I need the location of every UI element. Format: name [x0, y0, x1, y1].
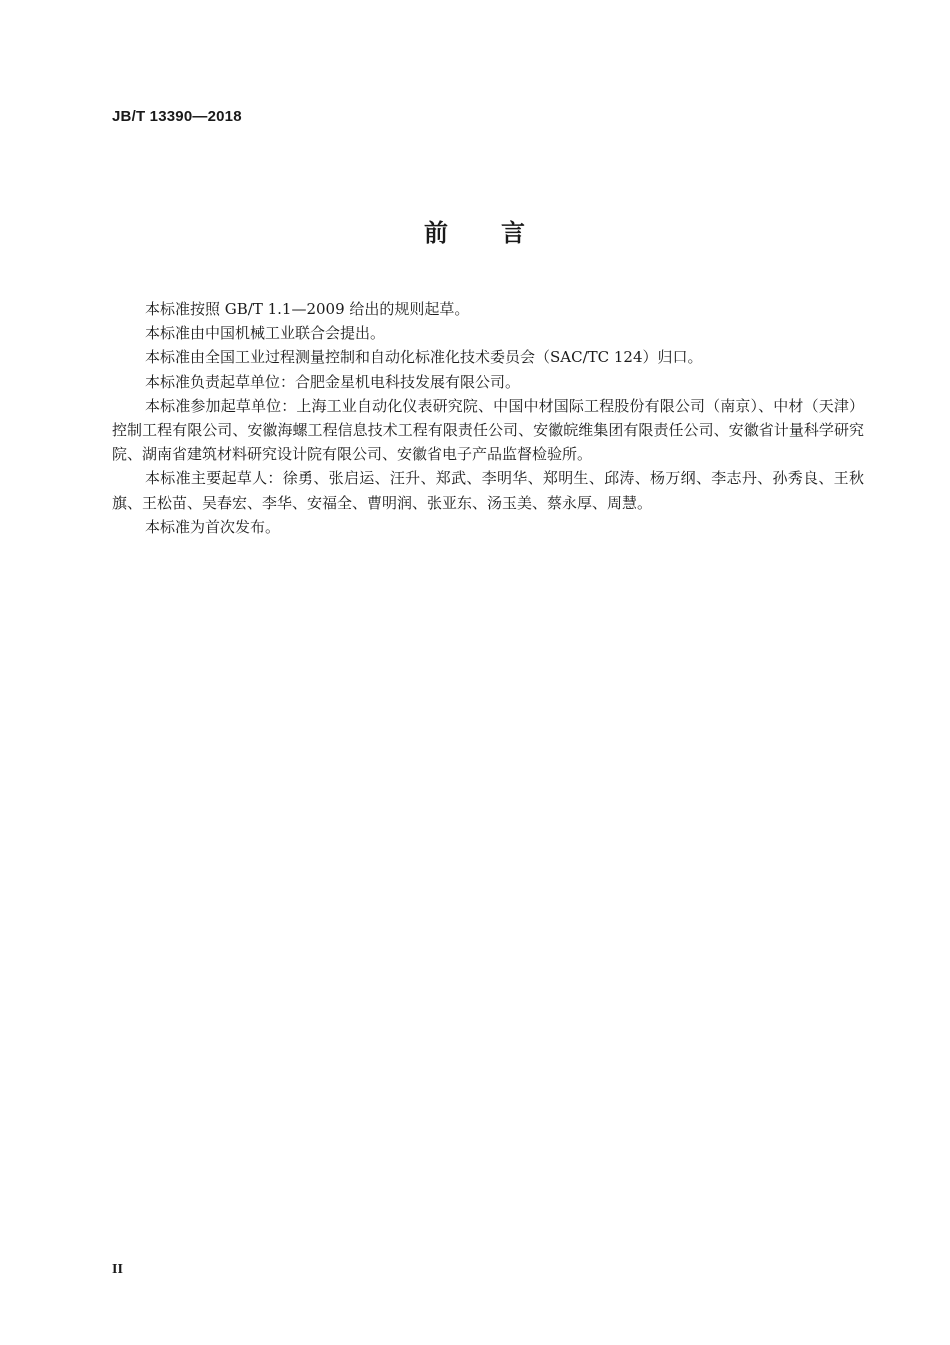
paragraph-participating-units: 本标准参加起草单位：上海工业自动化仪表研究院、中国中材国际工程股份有限公司（南京）、中材（天津）控制工程有限公司、安徽海螺工程信息技术工程有限责任公司、安徽皖维集团有限责任公司、安徽省计量科学研究院、湖南省建筑材料研究设计院有限公司、安徽省电子产品监督检验所。	[112, 396, 864, 464]
paragraph-drafting-rules: 本标准按照 GB/T 1.1—2009 给出的规则起草。	[145, 300, 470, 318]
paragraph-first-release: 本标准为首次发布。	[145, 517, 281, 536]
section-title	[0, 213, 950, 248]
page-number: II	[112, 1262, 123, 1277]
document-number: JB/T 13390—2018	[112, 108, 242, 125]
paragraph-main-drafters: 本标准主要起草人：徐勇、张启运、汪升、郑武、李明华、郑明生、邱涛、杨万纲、李志丹、孙秀良、王秋旗、王松苗、吴春宏、李华、安福全、曹明润、张亚东、汤玉美、蔡永厚、周慧。	[112, 469, 864, 512]
section-title-second-char: 言	[501, 219, 526, 247]
paragraph-administrator: 本标准由全国工业过程测量控制和自动化标准化技术委员会（SAC/TC 124）归口。	[145, 348, 703, 367]
paragraph-proposer: 本标准由中国机械工业联合会提出。	[145, 324, 386, 343]
paragraph-responsible-unit: 本标准负责起草单位：合肥金星机电科技发展有限公司。	[145, 372, 521, 391]
foreword-body	[112, 297, 864, 539]
section-title-first-char: 前	[424, 219, 449, 247]
